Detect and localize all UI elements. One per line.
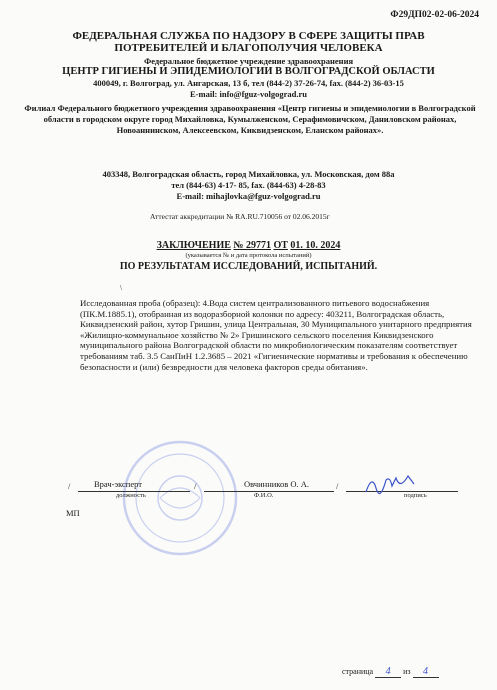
page-current: 4 bbox=[375, 666, 401, 678]
conclusion-title: ПО РЕЗУЛЬТАТАМ ИССЛЕДОВАНИЙ, ИСПЫТАНИЙ. bbox=[119, 261, 378, 272]
conclusion-label: ЗАКЛЮЧЕНИЕ bbox=[156, 240, 231, 251]
name-value: Овчинников О. А. bbox=[244, 479, 310, 489]
branch-email: E-mail: mihajlovka@fguz-volgograd.ru bbox=[176, 191, 321, 201]
pen-mark: \ bbox=[120, 284, 122, 292]
name-label: Ф.И.О. bbox=[254, 492, 274, 499]
branch-phone: тел (844-63) 4-17- 85, fax. (844-63) 4-28-83 bbox=[171, 180, 326, 190]
name-line bbox=[204, 481, 334, 492]
position-value: Врач-эксперт bbox=[94, 479, 142, 489]
branch-description: Филиал Федерального бюджетного учреждения здравоохранения «Центр гигиены и эпидемиологии в Волгоградской области в городском округе город Михайловка, Кумылженском, Серафимовичском, Даниловском районах, Новоаннинском, Алексеевском, Киквидзенском, Еланском районах». bbox=[24, 103, 476, 135]
signature-label: подпись bbox=[404, 492, 427, 499]
agency-line-2: ПОТРЕБИТЕЛЕЙ И БЛАГОПОЛУЧИЯ ЧЕЛОВЕКА bbox=[114, 42, 383, 54]
accreditation: Аттестат аккредитации № RA.RU.710056 от 02.06.2015г bbox=[150, 212, 330, 221]
seal-placeholder: МП bbox=[66, 508, 80, 518]
center-email: E-mail: info@fguz-volgograd.ru bbox=[190, 89, 307, 99]
agency-name bbox=[0, 30, 497, 54]
conclusion-from: ОТ bbox=[273, 240, 288, 251]
conclusion-number: № 29771 bbox=[233, 240, 271, 251]
conclusion-heading bbox=[0, 240, 497, 251]
signature-row: / Врач-эксперт должность / Овчинников О. А. Ф.И.О. / подпись bbox=[68, 481, 488, 493]
page-number bbox=[342, 666, 439, 678]
center-address: 400049, г. Волгоград, ул. Ангарская, 13 б, тел (844-2) 37-26-74, fax. (844-2) 36-03-15 bbox=[93, 78, 404, 88]
institution-type: Федеральное бюджетное учреждение здравоохранения bbox=[143, 56, 354, 66]
agency-line-1: ФЕДЕРАЛЬНАЯ СЛУЖБА ПО НАДЗОРУ В СФЕРЕ ЗАЩИТЫ ПРАВ bbox=[72, 30, 425, 42]
page-total: 4 bbox=[413, 666, 439, 678]
handwritten-signature bbox=[360, 470, 420, 498]
page-of: из bbox=[403, 667, 411, 676]
conclusion-note: (указывается № и дата протокола испытаний) bbox=[185, 252, 312, 259]
branch-address: 403348, Волгоградская область, город Михайловка, ул. Московская, дом 88а bbox=[102, 169, 395, 179]
page-label: страница bbox=[342, 667, 374, 676]
center-name: ЦЕНТР ГИГИЕНЫ И ЭПИДЕМИОЛОГИИ В ВОЛГОГРАДСКОЙ ОБЛАСТИ bbox=[62, 66, 435, 77]
document-code: Ф29ДП02-02-06-2024 bbox=[390, 10, 479, 20]
conclusion-body: Исследованная проба (образец): 4.Вода систем централизованного питьевого водоснабжения (ПК.М.1885.1), отобранная из водоразборной колонки по адресу: 403211, Волгоградская область, Киквидзенский район, хутор Гришин, улица Центральная, 30 Муниципального унитарного предприятия «Жилищно-коммунальное хозяйство № 2» Гришинского сельского поселения Киквидзенского муниципального района Волгоградской области по микробиологическим показателям соответствует требованиям таб. 3.5 СанПиН 1.2.3685 – 2021 «Гигиенические нормативы и требования к обеспечению безопасности и (или) безвредности для человека факторов среды обитания». bbox=[80, 298, 472, 372]
conclusion-date: 01. 10. 2024 bbox=[290, 240, 341, 251]
position-label: должность bbox=[116, 492, 146, 499]
position-line bbox=[78, 481, 190, 492]
